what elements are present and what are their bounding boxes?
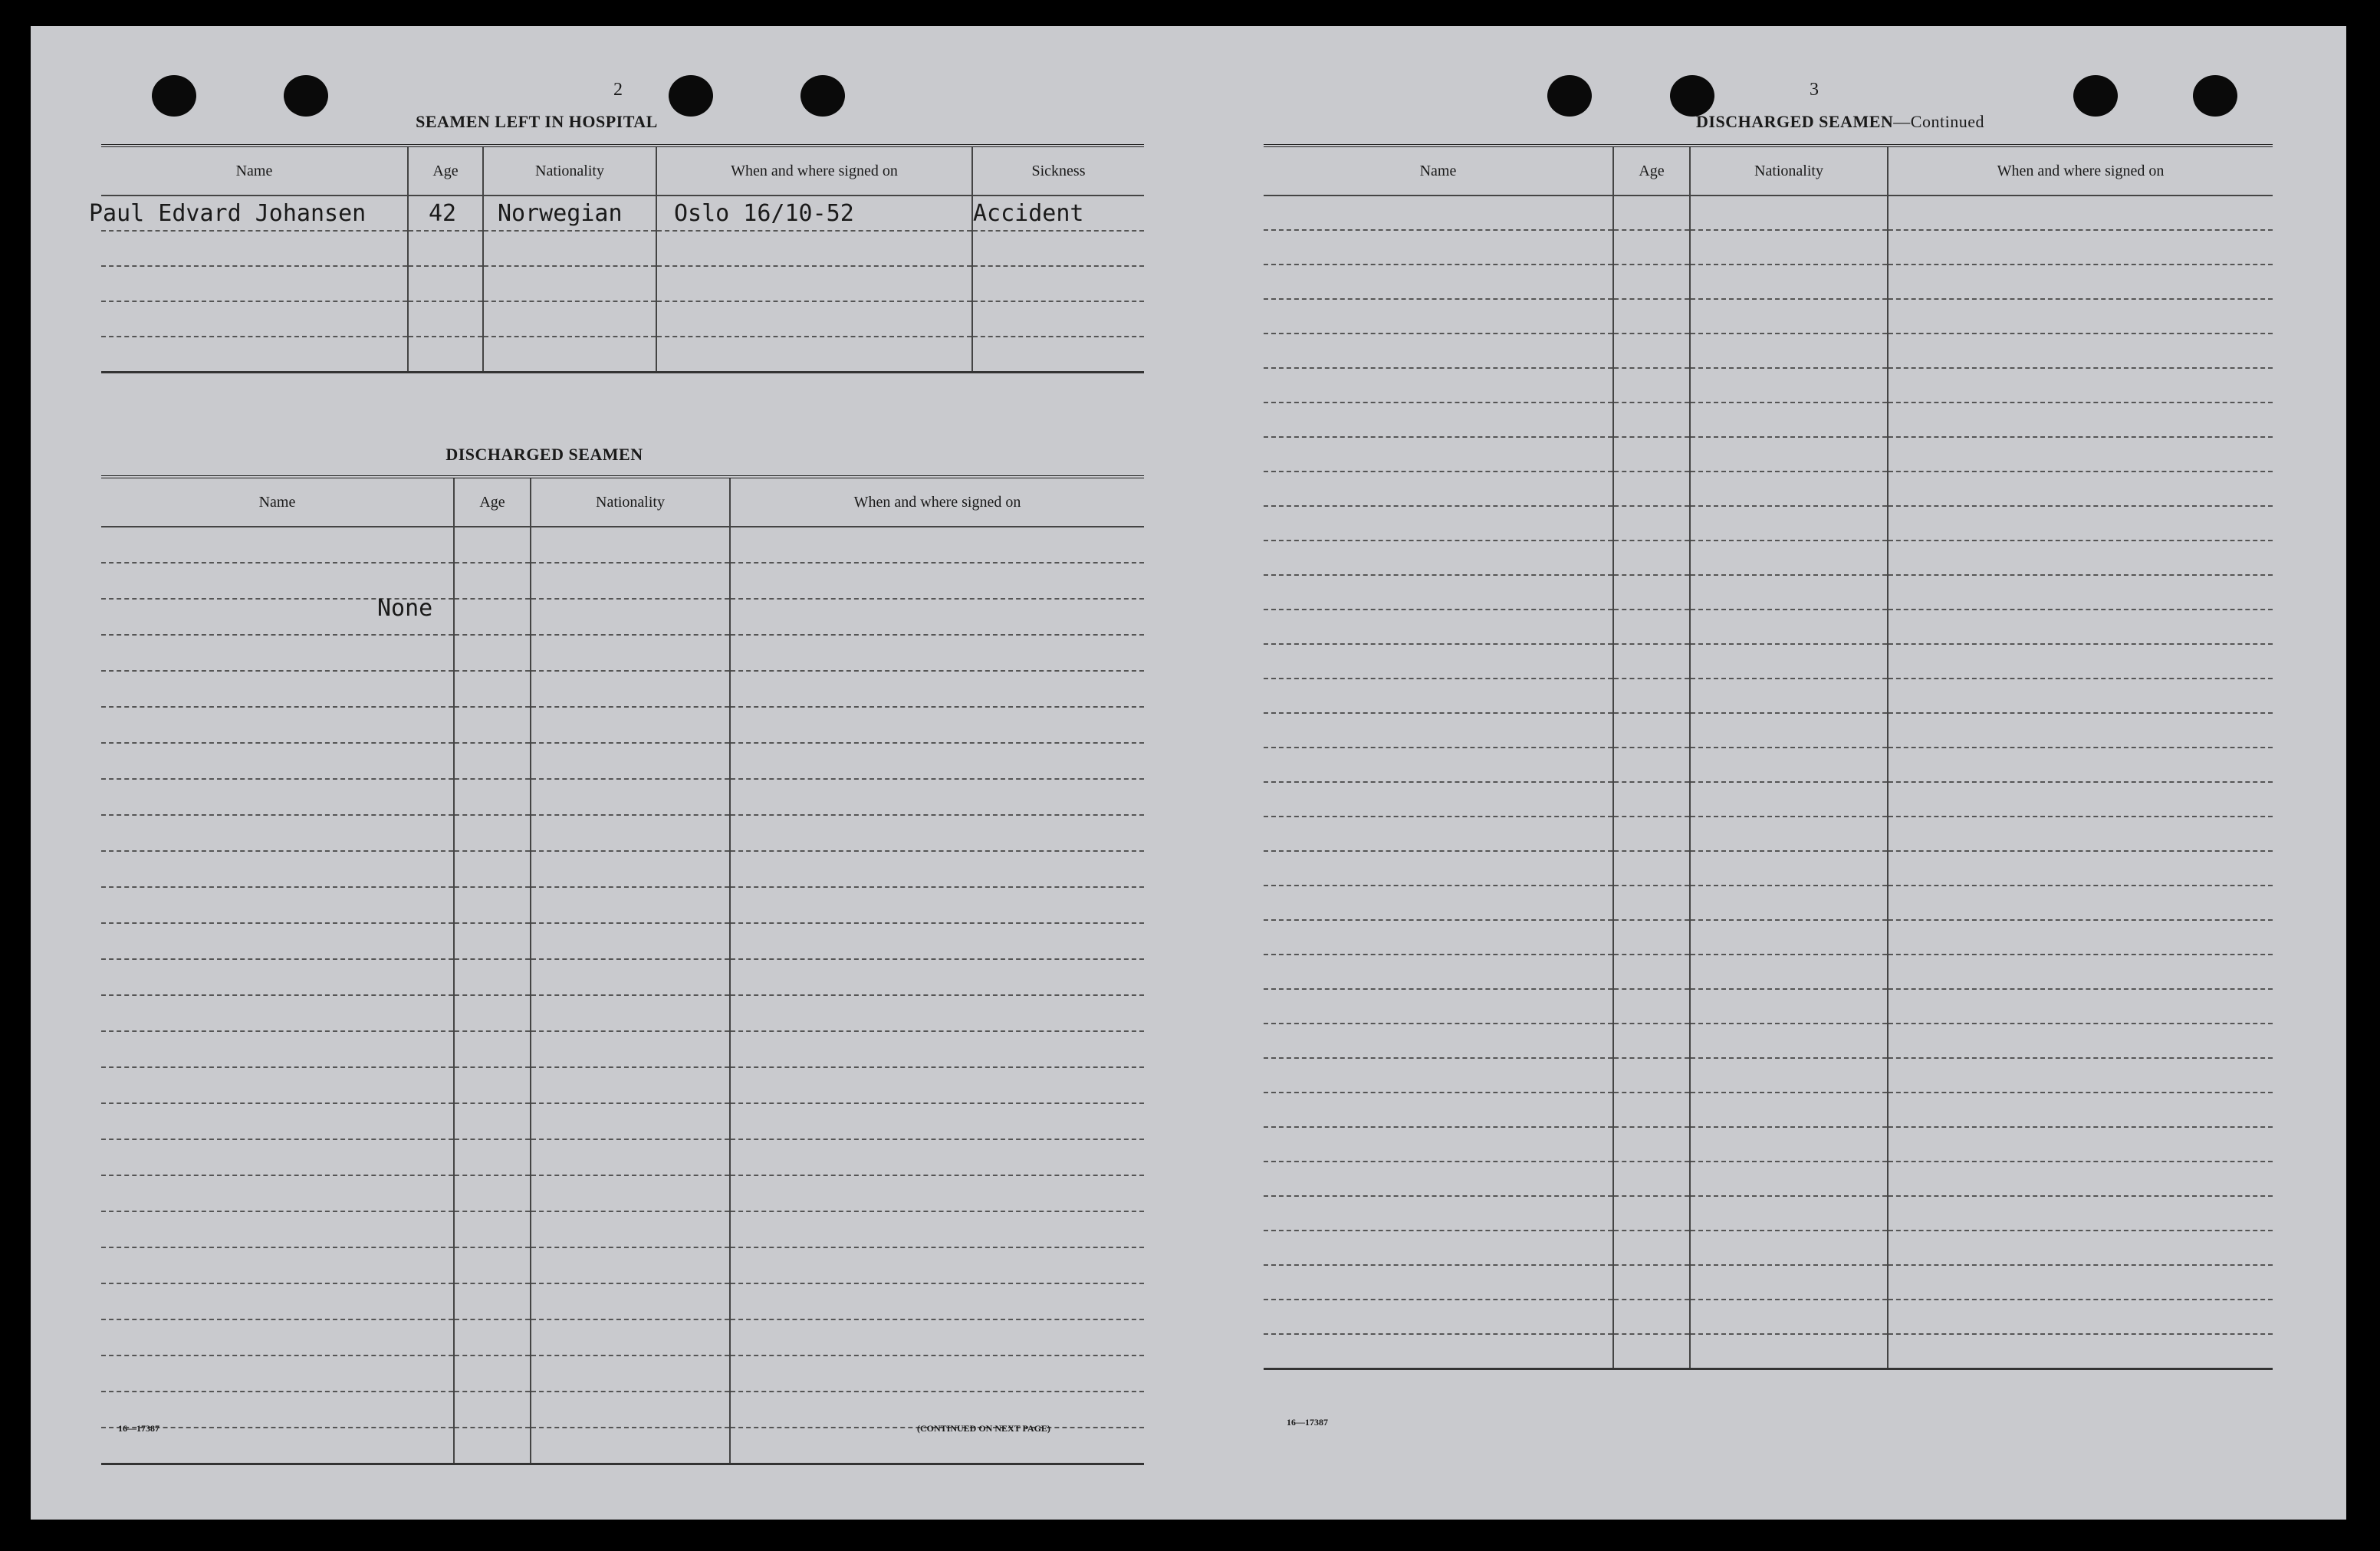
table-row — [1264, 851, 2273, 886]
table-row — [1264, 265, 2273, 299]
table-row — [101, 1175, 1144, 1211]
table-row — [1264, 713, 2273, 748]
punch-hole — [284, 75, 328, 117]
table-row — [1264, 403, 2273, 437]
right-page — [1188, 26, 2346, 1520]
hospital-header-row — [101, 146, 1144, 196]
table-row — [1264, 955, 2273, 989]
table-row — [101, 995, 1144, 1031]
table-row — [101, 563, 1144, 599]
table-row — [1264, 1024, 2273, 1058]
discharged-header-row — [1264, 146, 2273, 196]
col-header-signed-on: When and where signed on — [1888, 146, 2273, 196]
table-row — [101, 959, 1144, 995]
table-row — [101, 779, 1144, 815]
table-row — [101, 196, 1144, 231]
title-main: DISCHARGED SEAMEN — [1696, 112, 1894, 131]
table-row — [1264, 368, 2273, 403]
table-row — [1264, 1058, 2273, 1093]
table-row — [101, 1319, 1144, 1355]
table-row — [101, 707, 1144, 743]
discharged-continued-title — [1603, 112, 2078, 132]
col-header-signed-on: When and where signed on — [656, 146, 972, 196]
form-number: 16—17387 — [118, 1423, 159, 1434]
seaman-nationality: Norwegian — [483, 196, 656, 231]
col-header-signed-on: When and where signed on — [730, 477, 1144, 527]
table-row — [101, 301, 1144, 337]
table-row — [1264, 1196, 2273, 1231]
punch-hole — [800, 75, 845, 117]
table-row — [101, 599, 1144, 635]
table-row — [1264, 1127, 2273, 1162]
table-row — [1264, 1334, 2273, 1369]
table-row — [101, 1247, 1144, 1283]
discharged-header-row — [101, 477, 1144, 527]
table-row — [101, 1392, 1144, 1428]
table-row — [101, 851, 1144, 887]
col-header-sickness: Sickness — [972, 146, 1144, 196]
table-row — [1264, 748, 2273, 782]
discharged-continued-table — [1264, 144, 2273, 1370]
table-row — [101, 1355, 1144, 1392]
seaman-age: 42 — [408, 196, 483, 231]
punch-hole — [1670, 75, 1714, 117]
table-row — [1264, 334, 2273, 368]
table-row — [101, 337, 1144, 373]
table-row — [1264, 1300, 2273, 1334]
table-row — [101, 1283, 1144, 1319]
table-row — [101, 743, 1144, 779]
col-header-age: Age — [454, 477, 531, 527]
table-row — [1264, 299, 2273, 334]
table-row — [1264, 610, 2273, 644]
form-number: 16—17387 — [1287, 1417, 1328, 1428]
table-row — [101, 1067, 1144, 1103]
table-row — [101, 635, 1144, 671]
col-header-name: Name — [1264, 146, 1613, 196]
table-row — [101, 671, 1144, 707]
table-row — [1264, 644, 2273, 679]
table-row — [101, 527, 1144, 563]
hospital-section-title: SEAMEN LEFT IN HOSPITAL — [416, 112, 658, 131]
none-entry: None — [377, 595, 433, 622]
table-row — [1264, 437, 2273, 472]
table-row — [1264, 886, 2273, 920]
col-header-nationality: Nationality — [483, 146, 656, 196]
table-row — [1264, 817, 2273, 851]
table-row — [101, 887, 1144, 923]
hospital-table — [89, 144, 1144, 373]
punch-hole — [2073, 75, 2118, 117]
punch-hole — [1547, 75, 1592, 117]
col-header-name: Name — [101, 146, 408, 196]
table-row — [101, 815, 1144, 851]
col-header-nationality: Nationality — [1690, 146, 1888, 196]
col-header-age: Age — [1613, 146, 1690, 196]
table-row — [1264, 679, 2273, 713]
page-number: 2 — [613, 80, 623, 100]
scanned-document — [31, 26, 2346, 1520]
table-row — [101, 1139, 1144, 1175]
table-row — [101, 1103, 1144, 1139]
col-header-nationality: Nationality — [531, 477, 730, 527]
table-row — [1264, 782, 2273, 817]
punch-hole — [152, 75, 196, 117]
table-row — [101, 1211, 1144, 1247]
col-header-name: Name — [101, 477, 454, 527]
seaman-signed-on: Oslo 16/10-52 — [656, 196, 972, 231]
punch-hole — [669, 75, 713, 117]
table-row — [1264, 1265, 2273, 1300]
table-row — [1264, 541, 2273, 575]
table-row — [101, 266, 1144, 301]
seaman-name: Paul Edvard Johansen — [101, 196, 408, 231]
table-row — [1264, 989, 2273, 1024]
punch-hole — [2193, 75, 2237, 117]
page-number: 3 — [1810, 80, 1819, 100]
table-row — [1264, 1093, 2273, 1127]
table-row — [1264, 575, 2273, 610]
table-row — [1264, 196, 2273, 230]
title-suffix: —Continued — [1893, 112, 1984, 131]
left-page — [31, 26, 1188, 1520]
col-header-age: Age — [408, 146, 483, 196]
table-row — [101, 923, 1144, 959]
table-row — [1264, 1162, 2273, 1196]
continued-note: (CONTINUED ON NEXT PAGE) — [917, 1423, 1050, 1434]
table-row — [1264, 506, 2273, 541]
table-row — [101, 231, 1144, 266]
table-row — [1264, 472, 2273, 506]
table-row — [101, 1031, 1144, 1067]
table-row — [1264, 920, 2273, 955]
seaman-sickness: Accident — [972, 196, 1144, 231]
table-row — [1264, 230, 2273, 265]
table-row — [1264, 1231, 2273, 1265]
discharged-table — [101, 475, 1144, 1465]
discharged-section-title: DISCHARGED SEAMEN — [445, 445, 643, 464]
